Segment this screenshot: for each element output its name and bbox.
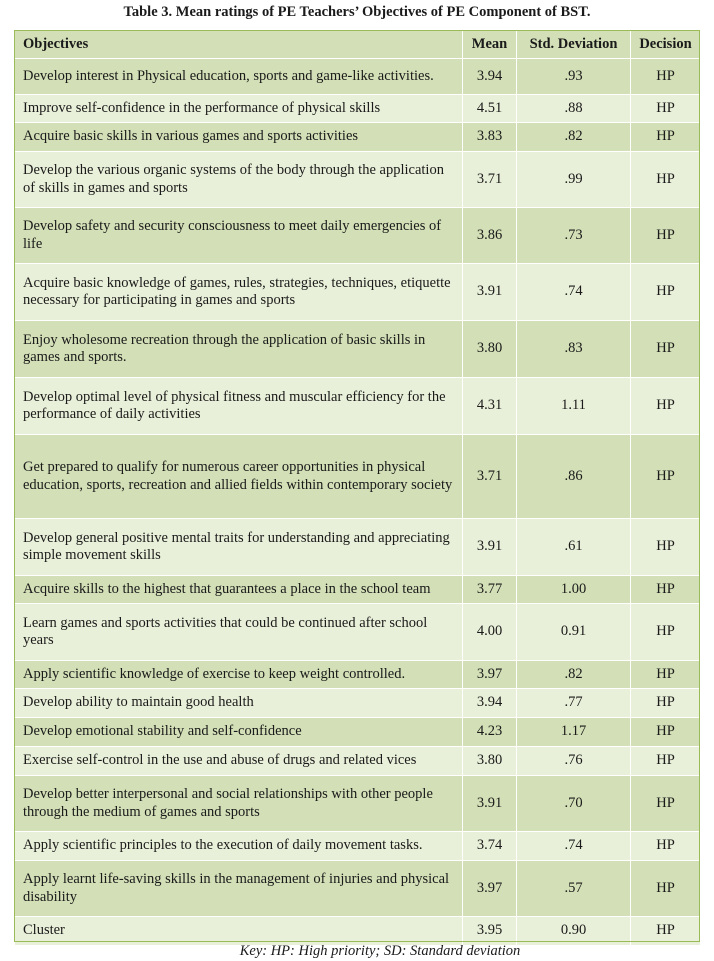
mean-cell: 3.95 xyxy=(463,917,517,946)
objective-cell: Develop safety and security consciousness to meet daily emergencies of life xyxy=(15,208,463,264)
table-row xyxy=(15,689,701,718)
sd-cell: 0.90 xyxy=(517,917,631,946)
objective-cell: Learn games and sports activities that could be continued after school years xyxy=(15,604,463,661)
decision-cell: HP xyxy=(631,152,701,208)
mean-cell: 3.83 xyxy=(463,123,517,152)
objective-cell: Cluster xyxy=(15,917,463,946)
table-row xyxy=(15,123,701,152)
sd-cell: .82 xyxy=(517,661,631,689)
objective-cell: Apply scientific knowledge of exercise to keep weight controlled. xyxy=(15,661,463,689)
sd-cell: .73 xyxy=(517,208,631,264)
table-row xyxy=(15,576,701,604)
header-row xyxy=(15,31,701,59)
table-key-note: Key: HP: High priority; SD: Standard deviation xyxy=(239,943,521,959)
sd-cell: 1.00 xyxy=(517,576,631,604)
objective-cell: Acquire basic knowledge of games, rules, strategies, techniques, etiquette necessary for participating in games and sports xyxy=(15,264,463,321)
decision-cell: HP xyxy=(631,747,701,776)
decision-cell: HP xyxy=(631,208,701,264)
table-row xyxy=(15,519,701,576)
mean-cell: 3.97 xyxy=(463,661,517,689)
table-row xyxy=(15,861,701,917)
sd-cell: .88 xyxy=(517,95,631,123)
mean-cell: 3.77 xyxy=(463,576,517,604)
objective-cell: Apply scientific principles to the execution of daily movement tasks. xyxy=(15,832,463,861)
decision-cell: HP xyxy=(631,264,701,321)
header-decision: Decision xyxy=(631,31,701,59)
decision-cell: HP xyxy=(631,861,701,917)
mean-cell: 4.51 xyxy=(463,95,517,123)
objective-cell: Develop better interpersonal and social relationships with other people through the medium of games and sports xyxy=(15,776,463,832)
table-row xyxy=(15,832,701,861)
decision-cell: HP xyxy=(631,435,701,519)
sd-cell: .70 xyxy=(517,776,631,832)
table-row xyxy=(15,776,701,832)
header-objectives: Objectives xyxy=(15,31,463,59)
decision-cell: HP xyxy=(631,689,701,718)
header-std-deviation: Std. Deviation xyxy=(517,31,631,59)
mean-cell: 3.71 xyxy=(463,435,517,519)
table-row xyxy=(15,152,701,208)
mean-cell: 4.23 xyxy=(463,718,517,747)
objectives-table xyxy=(14,30,701,946)
objective-cell: Develop ability to maintain good health xyxy=(15,689,463,718)
table-row xyxy=(15,321,701,378)
objective-cell: Develop emotional stability and self-confidence xyxy=(15,718,463,747)
mean-cell: 3.94 xyxy=(463,59,517,95)
cluster-row xyxy=(15,917,701,946)
sd-cell: .74 xyxy=(517,832,631,861)
sd-cell: .77 xyxy=(517,689,631,718)
sd-cell: .61 xyxy=(517,519,631,576)
table-row xyxy=(15,208,701,264)
table-row xyxy=(15,747,701,776)
sd-cell: .82 xyxy=(517,123,631,152)
table-caption: Table 3. Mean ratings of PE Teachers’ Objectives of PE Component of BST. xyxy=(123,4,591,20)
table-row xyxy=(15,378,701,435)
decision-cell: HP xyxy=(631,59,701,95)
mean-cell: 3.80 xyxy=(463,321,517,378)
mean-cell: 3.74 xyxy=(463,832,517,861)
objective-cell: Exercise self-control in the use and abuse of drugs and related vices xyxy=(15,747,463,776)
decision-cell: HP xyxy=(631,832,701,861)
sd-cell: .93 xyxy=(517,59,631,95)
table-row xyxy=(15,59,701,95)
decision-cell: HP xyxy=(631,123,701,152)
decision-cell: HP xyxy=(631,604,701,661)
decision-cell: HP xyxy=(631,321,701,378)
mean-cell: 3.91 xyxy=(463,776,517,832)
sd-cell: .83 xyxy=(517,321,631,378)
table-row xyxy=(15,604,701,661)
mean-cell: 3.91 xyxy=(463,519,517,576)
objective-cell: Get prepared to qualify for numerous career opportunities in physical education, sports, recreation and allied fields within contemporary society xyxy=(15,435,463,519)
objective-cell: Apply learnt life-saving skills in the management of injuries and physical disability xyxy=(15,861,463,917)
objective-cell: Acquire skills to the highest that guarantees a place in the school team xyxy=(15,576,463,604)
mean-cell: 4.31 xyxy=(463,378,517,435)
objective-cell: Develop general positive mental traits for understanding and appreciating simple movement skills xyxy=(15,519,463,576)
objective-cell: Develop interest in Physical education, sports and game-like activities. xyxy=(15,59,463,95)
mean-cell: 3.71 xyxy=(463,152,517,208)
sd-cell: .86 xyxy=(517,435,631,519)
table-row xyxy=(15,435,701,519)
mean-cell: 3.97 xyxy=(463,861,517,917)
sd-cell: .74 xyxy=(517,264,631,321)
objective-cell: Develop the various organic systems of the body through the application of skills in games and sports xyxy=(15,152,463,208)
decision-cell: HP xyxy=(631,576,701,604)
decision-cell: HP xyxy=(631,776,701,832)
table-row xyxy=(15,661,701,689)
sd-cell: .99 xyxy=(517,152,631,208)
objective-cell: Enjoy wholesome recreation through the application of basic skills in games and sports. xyxy=(15,321,463,378)
objective-cell: Develop optimal level of physical fitness and muscular efficiency for the performance of daily activities xyxy=(15,378,463,435)
mean-cell: 3.94 xyxy=(463,689,517,718)
decision-cell: HP xyxy=(631,718,701,747)
mean-cell: 3.80 xyxy=(463,747,517,776)
decision-cell: HP xyxy=(631,519,701,576)
mean-cell: 3.86 xyxy=(463,208,517,264)
decision-cell: HP xyxy=(631,917,701,946)
decision-cell: HP xyxy=(631,661,701,689)
mean-cell: 3.91 xyxy=(463,264,517,321)
decision-cell: HP xyxy=(631,95,701,123)
sd-cell: 0.91 xyxy=(517,604,631,661)
sd-cell: 1.11 xyxy=(517,378,631,435)
table-row xyxy=(15,264,701,321)
table-row xyxy=(15,95,701,123)
sd-cell: .76 xyxy=(517,747,631,776)
header-mean: Mean xyxy=(463,31,517,59)
decision-cell: HP xyxy=(631,378,701,435)
objective-cell: Improve self-confidence in the performance of physical skills xyxy=(15,95,463,123)
mean-cell: 4.00 xyxy=(463,604,517,661)
table-row xyxy=(15,718,701,747)
sd-cell: .57 xyxy=(517,861,631,917)
objective-cell: Acquire basic skills in various games and sports activities xyxy=(15,123,463,152)
sd-cell: 1.17 xyxy=(517,718,631,747)
